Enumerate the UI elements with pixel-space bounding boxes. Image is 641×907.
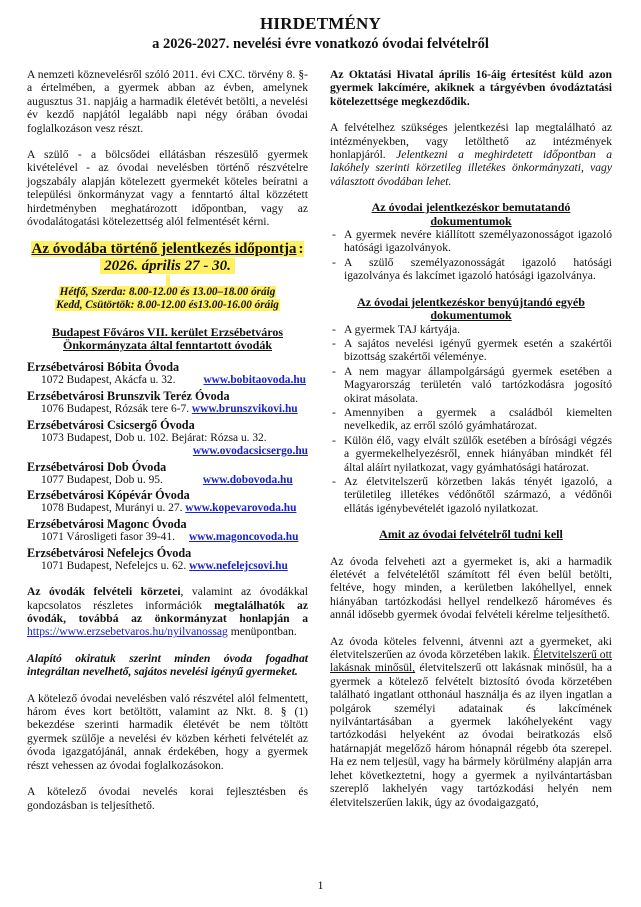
kindergartens-heading: Budapest Főváros VII. kerület Erzsébetváros Önkormányzata által fenntartott óvodák [52, 324, 283, 353]
kindergarten-item: Erzsébetvárosi Dob Óvoda 1077 Budapest, Dob u. 95. www.dobovoda.hu [27, 459, 293, 486]
highlight-connector [166, 275, 170, 286]
admission-paragraph-2: Az óvoda köteles felvenni, átvenni azt a gyermeket, aki életvitelszerűen az óvoda körzetében lakik. Életvitelszerű ott lakásnak minősül, életvitelszerű ott lakásnak minősül, ha a gyermek a kötelező felvételt biztosító óvoda körzetében található ingatlant otthonául használja és az ilyen ingatlan a polgárok személyi adatainak és lakcímének nyilvántartásában a gyermek lakóhelyeként vagy tartózkodási helyeként az óvodai beiratkozás első határnapját megelőző három hónapnál régebb óta szerepel. Ha ez nem teljesül, vagy ha bármely körülmény alapján arra lehet következtetni, hogy a gyermek a nyilvántartásban szereplő lakhelyén vagy tartózkodási helyén nem életvitelszerűen lakik, úgy az óvodaigazgató, [330, 634, 613, 809]
documents-to-submit-heading: Az óvodai jelentkezéskor benyújtandó egyéb dokumentumok [357, 294, 585, 323]
list-item: - A sajátos nevelési igényű gyermek esetén a szakértői bizottság szakértői véleménye. [330, 337, 612, 364]
document-title: HIRDETMÉNY [259, 14, 381, 33]
list-item: - A gyermek TAJ kártyája. [330, 323, 612, 336]
kindergarten-item: Erzsébetvárosi Kópévár Óvoda 1078 Budapest, Murányi u. 27. www.kopevarovoda.hu [27, 488, 297, 515]
kindergarten-item: Erzsébetvárosi Nefelejcs Óvoda 1071 Budapest, Nefelejcs u. 62. www.nefelejcsovi.hu [27, 545, 288, 572]
list-item: - A gyermek nevére kiállított személyazonosságot igazoló hatósági igazolványok. [330, 228, 612, 255]
municipality-link[interactable]: https://www.erzsebetvaros.hu/nyilvanossag [27, 625, 228, 639]
intro-paragraph-1: A nemzeti köznevelésről szóló 2011. évi CXC. törvény 8. §-a értelmében, a gyermek abban az évben, amelynek augusztus 31. napjáig a harmadik életévét betölti, a nevelési év kezdő napjától legalább napi négy órában óvodai foglalkozáson vesz részt. [27, 68, 308, 135]
exemption-paragraph: A kötelező óvodai nevelésben való részvétel alól felmentett, három éves kort betöltött, valamint az Nkt. 8. § (1) bekezdése szerinti harmadik életévét be nem töltött gyermek szülője a nevelési év közben kérheti felvételét az óvoda igazgatójánál, annak érdekében, hogy a gyermek részt vehessen az óvodai foglalkozásokon. [27, 691, 308, 772]
hours-mon-wed: Hétfő, Szerda: 8.00-12.00 és 13.00–18.00 óráig [59, 286, 276, 299]
kindergarten-website-link[interactable]: www.dobovoda.hu [202, 473, 293, 486]
right-column [330, 68, 612, 822]
admission-paragraph-1: Az óvoda felveheti azt a gyermeket is, aki a harmadik életévét a felvételétől számított fél éven belül betölti, feltéve, hogy minden, a kerületben lakóhellyel, ennek hiányában tartózkodási hellyel rendelkező hároméves és annál idősebb gyermek óvodai felvételi kérelme teljesíthető. [330, 554, 612, 622]
opening-hours [27, 286, 308, 311]
kindergarten-website-link[interactable]: www.nefelejcsovi.hu [189, 559, 288, 572]
integration-paragraph: Alapító okiratuk szerint minden óvoda fogadhat integráltan nevelhető, sajátos nevelési igényű gyermeket. [27, 651, 308, 679]
deadline-title: Az óvodába történő jelentkezés időpontja : [31, 241, 304, 258]
documents-to-present-list [330, 228, 612, 283]
list-item: - Amennyiben a gyermek a családból kiemelten nevelkedik, az erről szóló gyámhatározat. [330, 406, 612, 433]
notice-paragraph: Az Oktatási Hivatal április 16-áig értesítést küld azon gyermek lakcímére, akiknek a tárgyévben óvodáztatási kötelezettsége megkezdődik. [330, 68, 612, 108]
districts-paragraph: Az óvodák felvételi körzetei, valamint az óvodákkal kapcsolatos részletes információk megtalálhatók az óvodák, továbbá az önkormányzat honlapján a https://www.erzsebetvaros.hu/nyilvanossag menüpontban. [27, 585, 309, 639]
kindergarten-item: Erzsébetvárosi Bóbita Óvoda 1072 Budapest, Akácfa u. 32. www.bobitaovoda.hu [27, 360, 307, 387]
admission-info-heading: Amit az óvodai felvételről tudni kell [379, 527, 563, 542]
page-number: 1 [317, 878, 324, 892]
documents-to-present-heading: Az óvodai jelentkezéskor bemutatandó dokumentumok [371, 200, 571, 228]
list-item: - A szülő személyazonosságát igazoló hatósági igazolványa és lakcímet igazoló hatósági igazolványa. [330, 256, 612, 283]
list-item: - A nem magyar állampolgárságú gyermek esetében a Magyarország területén való tartózkodásra jogosító okirat másolata. [330, 365, 612, 405]
kindergarten-website-link[interactable]: www.bobitaovoda.hu [203, 374, 307, 387]
early-development-paragraph: A kötelező óvodai nevelés korai fejlesztésben és gondozásban is teljesíthető. [27, 785, 308, 812]
kindergarten-list [27, 360, 308, 573]
intro-paragraph-2: A szülő - a bölcsődei ellátásban részesülő gyermek kivételével - az óvodai nevelésben történő részvételre jogszabály alapján kötelezett gyermekét köteles beíratni a települési önkormányzat vagy a fenntartó által közzétett hirdetményben meghatározott időpontban, vagy az óvodalátogatási kötelezettség alól felmentését kérni. [27, 148, 308, 229]
kindergarten-item: Erzsébetvárosi Magonc Óvoda 1071 Városligeti fasor 39-41. www.magoncovoda.hu [27, 517, 299, 544]
application-form-paragraph: A felvételhez szükséges jelentkezési lap megtalálható az intézményekben, vagy letölthető az intézmények honlapjáról. Jelentkezni a meghirdetett időpontban a lakóhely szerinti körzetileg illetékes önkormányzati, vagy választott óvodában lehet. [330, 121, 613, 188]
deadline-block [27, 241, 308, 311]
list-item: - Az életvitelszerű körzetben lakás tényét igazoló, a területileg illetékes védőnőtől származó, a védőnői ellátás igénybevételét igazoló nyilatkozat. [330, 475, 612, 515]
documents-to-submit-list [330, 323, 612, 516]
kindergarten-item: Erzsébetvárosi Csicsergő Óvoda 1073 Budapest, Dob u. 102. Bejárat: Rózsa u. 32. www.ovodacsicsergo.hu [27, 417, 308, 458]
kindergarten-website-link[interactable]: www.kopevarovoda.hu [185, 502, 297, 515]
kindergarten-website-link[interactable]: www.ovodacsicsergo.hu [192, 445, 308, 458]
hours-tue-thu: Kedd, Csütörtök: 8.00-12.00 és13.00-16.00 óráig [56, 299, 279, 312]
list-item: - Külön élő, vagy elvált szülők esetében a bírósági végzés a gyermekelhelyezésről, ennek hiányában mindkét fél által aláírt nyilatkozat, vagy gyámhatósági határozat. [330, 434, 612, 474]
kindergarten-website-link[interactable]: www.brunszvikovi.hu [191, 403, 298, 416]
kindergarten-website-link[interactable]: www.magoncovoda.hu [188, 531, 299, 544]
kindergarten-item: Erzsébetvárosi Brunszvik Teréz Óvoda 1076 Budapest, Rózsák tere 6-7. www.brunszvikovi.hu [27, 389, 298, 416]
document-subtitle: a 2026-2027. nevelési évre vonatkozó óvodai felvételről [152, 36, 489, 52]
deadline-date: 2026. április 27 - 30. [27, 258, 308, 275]
left-column [27, 68, 308, 825]
